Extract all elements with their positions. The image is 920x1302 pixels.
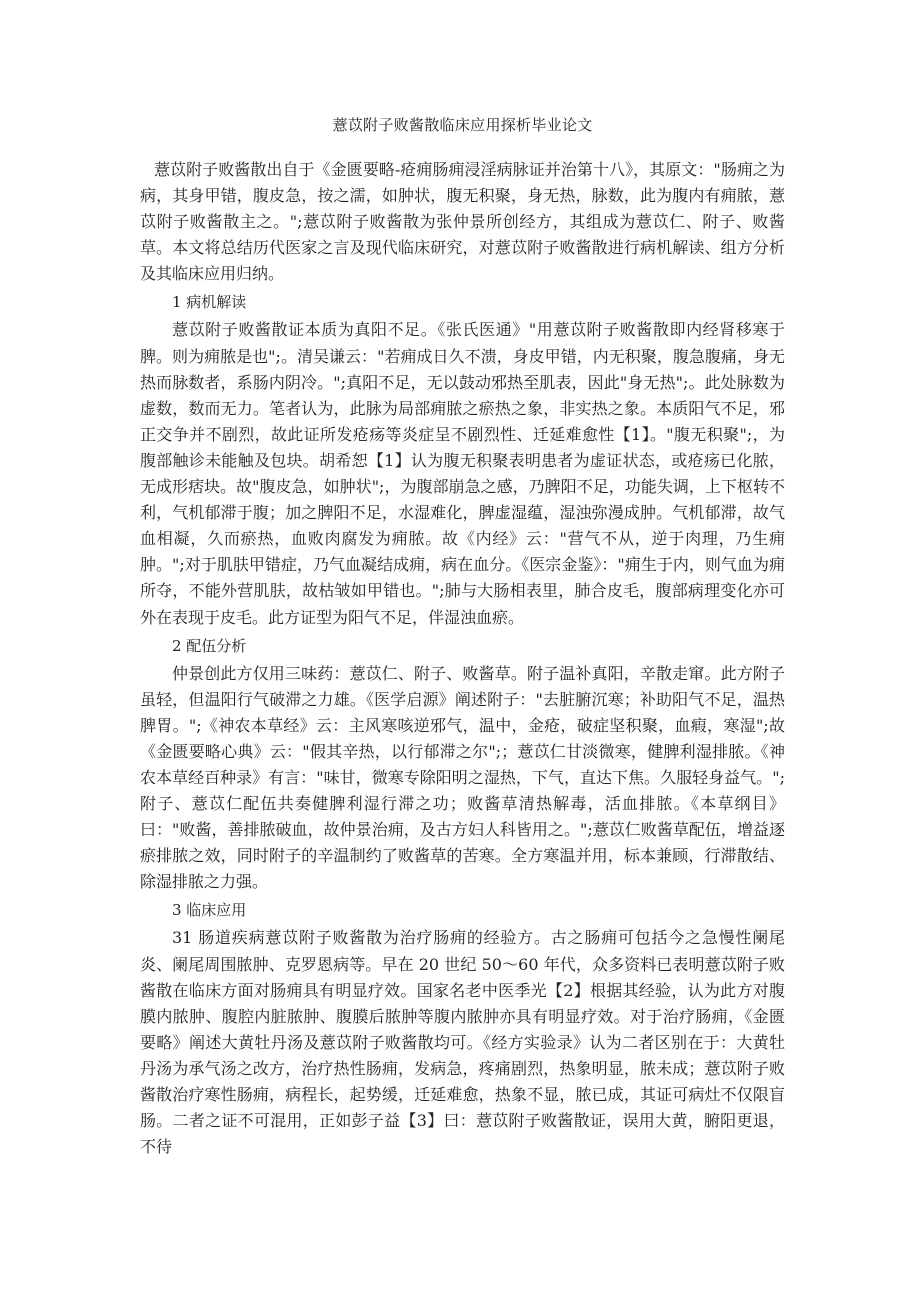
document-title: 薏苡附子败酱散临床应用探析毕业论文 (332, 116, 593, 134)
intro-paragraph: 薏苡附子败酱散出自于《金匮要略-疮痈肠痈浸淫病脉证并治第十八》，其原文："肠痈之为病，其身甲错，腹皮急，按之濡，如肿状，腹无积聚，身无热，脉数，此为腹内有痈脓，薏苡附子败酱散主之。";薏苡附子败酱散为张仲景所创经方，其组成为薏苡仁、附子、败酱草。本文将总结历代医家之言及现代临床研究，对薏苡附子败酱散进行病机解读、组方分析及其临床应用归纳。 (140, 160, 785, 284)
section-heading-pathogenesis: 1 病机解读 (172, 293, 247, 312)
document-page (140, 0, 785, 1160)
section-paragraph-clinical-application: 31 肠道疾病薏苡附子败酱散为治疗肠痈的经验方。古之肠痈可包括今之急慢性阑尾炎、阑尾周围脓肿、克罗恩病等。早在 20 世纪 50～60 年代，众多资料已表明薏苡附子败酱散在临床方面对肠痈具有明显疗效。国家名老中医季光【2】根据其经验，认为此方对腹膜内脓肿、腹腔内脏脓肿、腹膜后脓肿等腹内脓肿亦具有明显疗效。对于治疗肠痈，《金匮要略》阐述大黄牡丹汤及薏苡附子败酱散均可。《经方实验录》认为二者区别在于：大黄牡丹汤为承气汤之改方，治疗热性肠痈，发病急，疼痛剧烈，热象明显，脓未成；薏苡附子败酱散治疗寒性肠痈，病程长，起势缓，迁延难愈，热象不显，脓已成，其证可病灶不仅限盲肠。二者之证不可混用，正如彭子益【3】曰：薏苡附子败酱散证，误用大黄，腑阳更退，不待 (140, 928, 785, 1157)
section-paragraph-pathogenesis: 薏苡附子败酱散证本质为真阳不足。《张氏医通》"用薏苡附子败酱散即内经肾移寒于脾。则为痈脓是也";。清吴谦云："若痈成日久不溃，身皮甲错，内无积聚，腹急腹痛，身无热而脉数者，系肠内阴冷。";真阳不足，无以鼓动邪热至肌表，因此"身无热";。此处脉数为虚数，数而无力。笔者认为，此脉为局部痈脓之瘀热之象，非实热之象。本质阳气不足，邪正交争并不剧烈，故此证所发疮疡等炎症呈不剧烈性、迁延难愈性【1】。"腹无积聚";，为腹部触诊未能触及包块。胡希恕【1】认为腹无积聚表明患者为虚证状态，或疮疡已化脓，无成形痞块。故"腹皮急，如肿状";，为腹部崩急之感，乃脾阳不足，功能失调，上下枢转不利，气机郁滞于腹；加之脾阳不足，水湿难化，脾虚湿蕴，湿浊弥漫成肿。气机郁滞，故气血相凝，久而瘀热，血败肉腐发为痈脓。故《内经》云："营气不从，逆于肉理，乃生痈肿。";对于肌肤甲错症，乃气血凝结成痈，病在血分。《医宗金鉴》："痈生于内，则气血为痈所夺，不能外营肌肤，故枯皱如甲错也。";肺与大肠相表里，肺合皮毛，腹部病理变化亦可外在表现于皮毛。此方证型为阳气不足，伴湿浊血瘀。 (140, 320, 785, 627)
section-heading-clinical-application: 3 临床应用 (172, 901, 247, 920)
section-paragraph-compatibility: 仲景创此方仅用三味药：薏苡仁、附子、败酱草。附子温补真阳，辛散走窜。此方附子虽轻，但温阳行气破滞之力雄。《医学启源》阐述附子："去脏腑沉寒；补助阳气不足，温热脾胃。";《神农本草经》云：主风寒咳逆邪气，温中，金疮，破症坚积聚，血瘕，寒湿";故《金匮要略心典》云："假其辛热，以行郁滞之尔";；薏苡仁甘淡微寒，健脾利湿排脓。《神农本草经百种录》有言："味甘，微寒专除阳明之湿热，下气，直达下焦。久服轻身益气。";附子、薏苡仁配伍共奏健脾利湿行滞之功；败酱草清热解毒，活血排脓。《本草纲目》曰："败酱，善排脓破血，故仲景治痈，及古方妇人科皆用之。";薏苡仁败酱草配伍，增益逐瘀排脓之效，同时附子的辛温制约了败酱草的苦寒。全方寒温并用，标本兼顾，行滞散结、除湿排脓之力强。 (140, 663, 785, 892)
document-body (140, 157, 785, 1160)
section-heading-compatibility: 2 配伍分析 (172, 636, 247, 655)
